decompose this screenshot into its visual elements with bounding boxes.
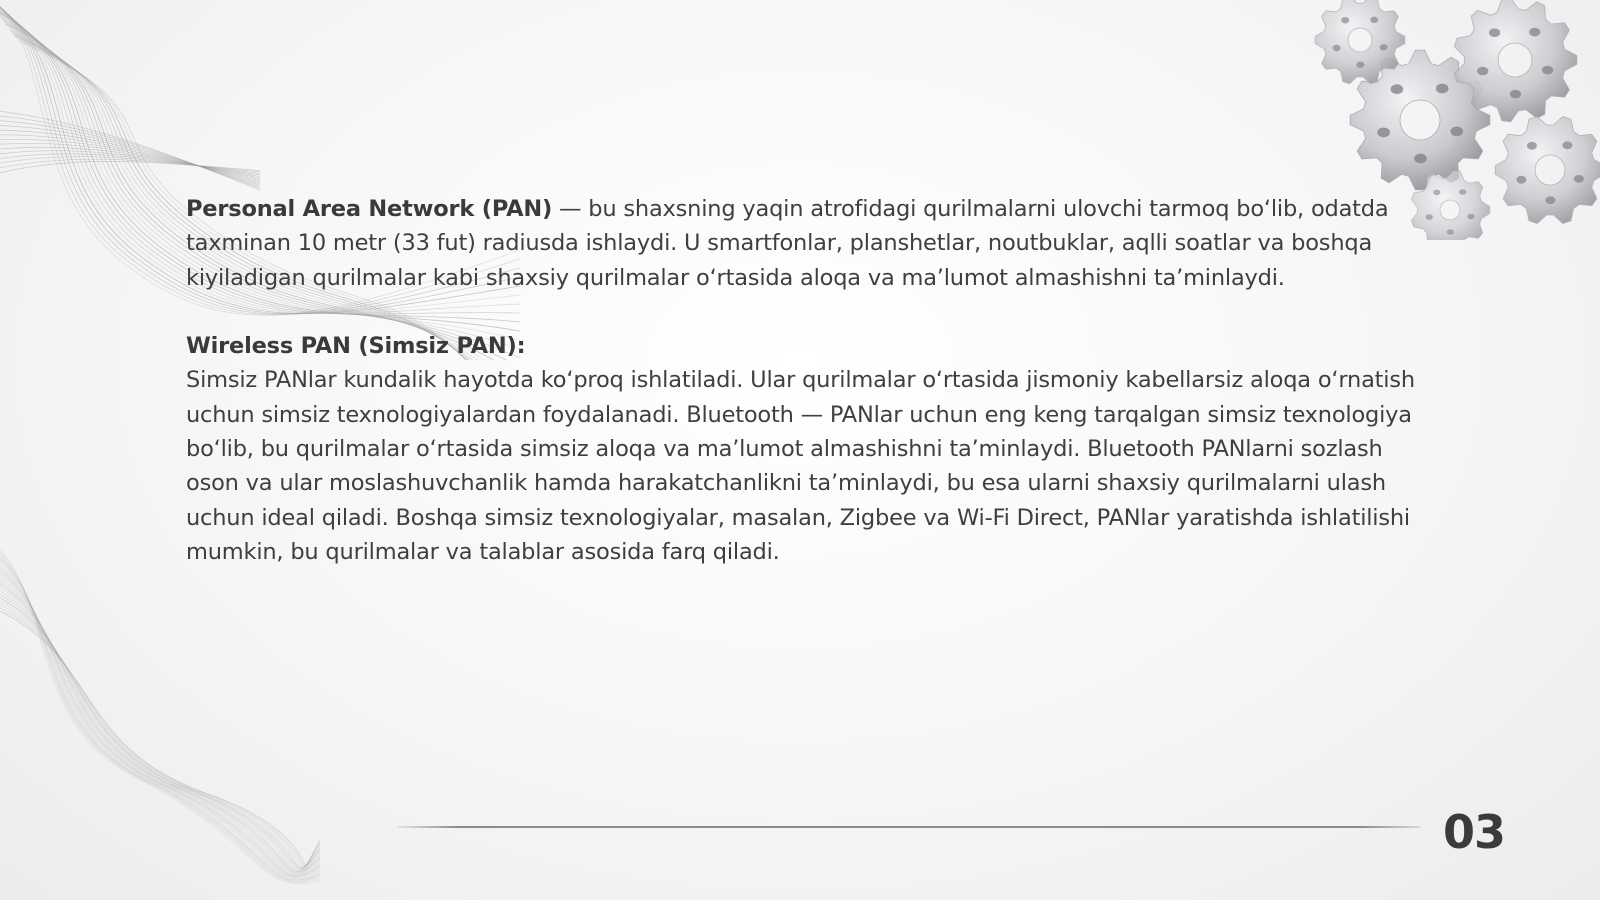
slide-body bbox=[186, 192, 1426, 569]
section-heading bbox=[186, 329, 1426, 363]
wave-lines-decoration-bottom bbox=[0, 520, 320, 900]
footer-divider bbox=[397, 826, 1420, 828]
intro-text: — bu shaxsning yaqin atrofidagi qurilmalarni ulovchi tarmoq bo‘lib, odatda taxminan 10 metr (33 fut) radiusda ishlaydi. U smartfonlar, planshetlar, noutbuklar, aqlli soatlar va boshqa kiyiladigan qurilmalar kabi shaxsiy qurilmalar o‘rtasida aloqa va ma’lumot almashishni ta’minlaydi. bbox=[186, 196, 1389, 291]
section-body: Simsiz PANlar kundalik hayotda ko‘proq ishlatiladi. Ular qurilmalar o‘rtasida jismoniy kabellarsiz aloqa o‘rnatish uchun simsiz texnologiyalardan foydalanadi. Bluetooth — PANlar uchun eng keng tarqalgan simsiz texnologiya bo‘lib, bu qurilmalar o‘rtasida simsiz aloqa va ma’lumot almashishni ta’minlaydi. Bluetooth PANlarni sozlash oson va ular moslashuvchanlik hamda harakatchanlikni ta’minlaydi, bu esa ularni shaxsiy qurilmalarni ulash uchun ideal qiladi. Boshqa simsiz texnologiyalar, masalan, Zigbee va Wi-Fi Direct, PANlar yaratishda ishlatilishi mumkin, bu qurilmalar va talablar asosida farq qiladi. bbox=[186, 367, 1415, 565]
intro-term: Personal Area Network (PAN) bbox=[186, 196, 553, 222]
page-number: 03 bbox=[1443, 805, 1506, 859]
intro-paragraph bbox=[186, 192, 1426, 295]
section-heading-text: Wireless PAN (Simsiz PAN): bbox=[186, 333, 526, 360]
